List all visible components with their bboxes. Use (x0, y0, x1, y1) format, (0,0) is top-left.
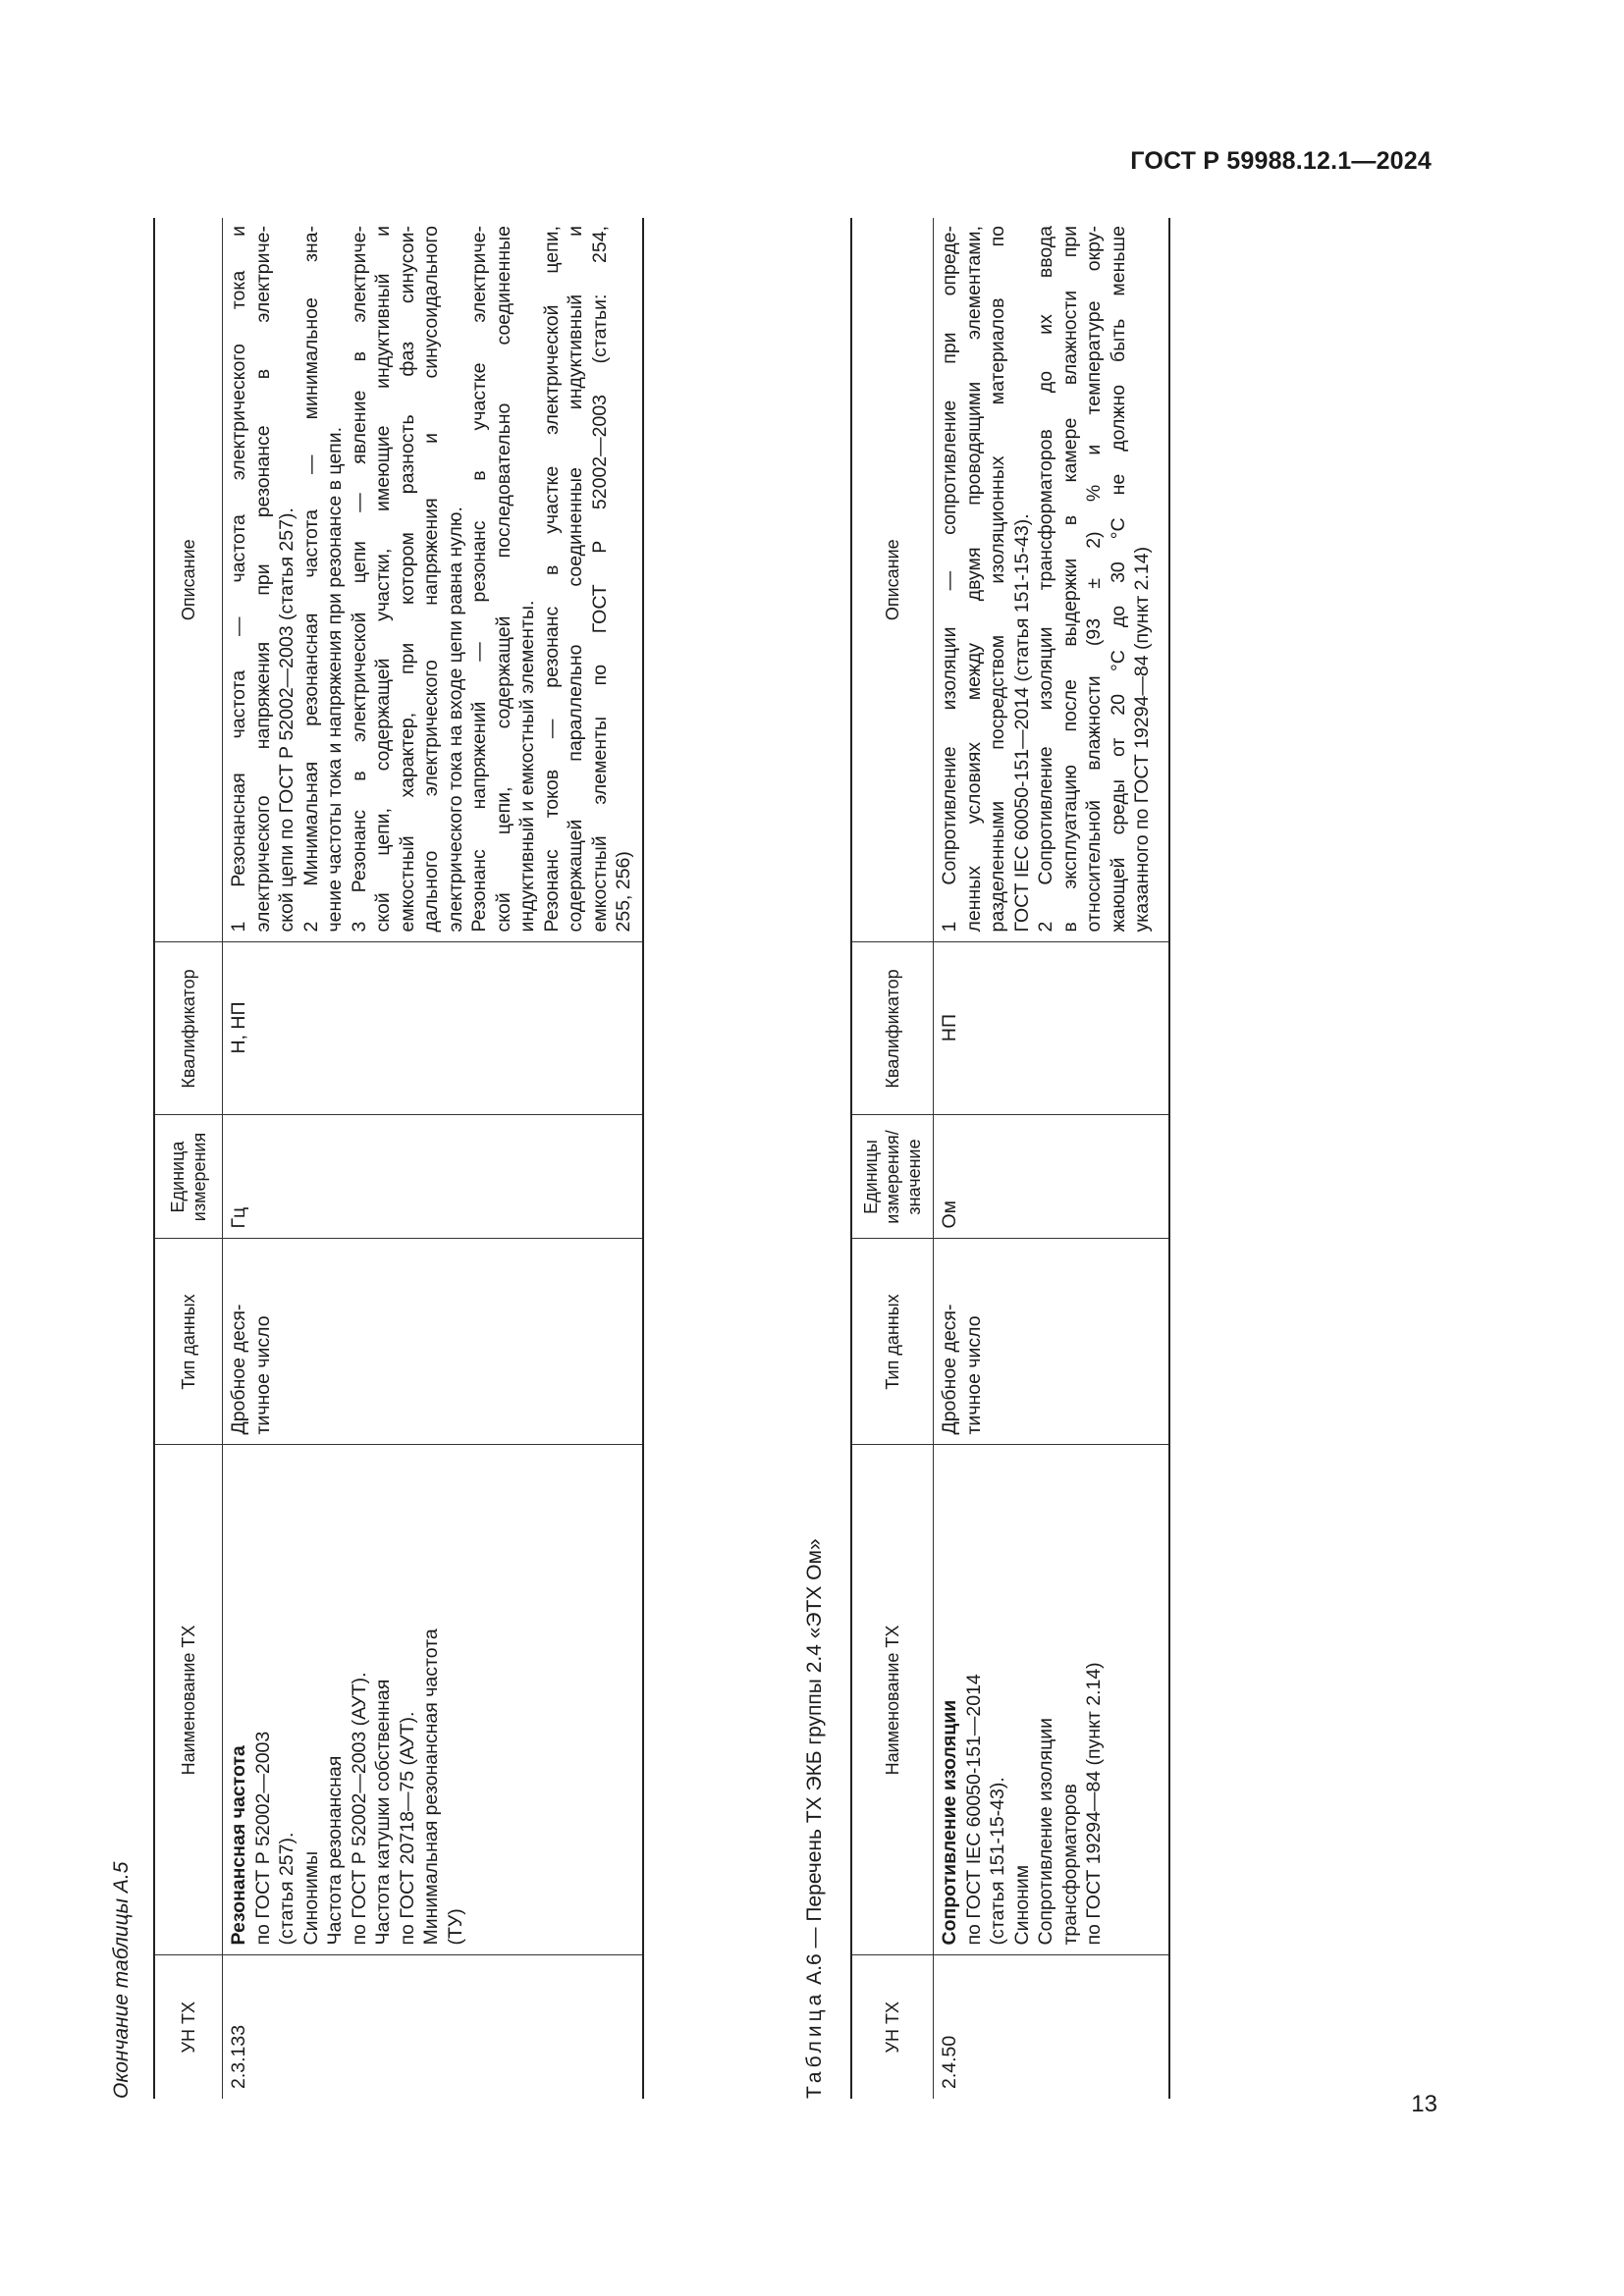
table-a6 (850, 218, 1170, 2099)
cell-code: 2.3.133 (228, 2024, 249, 2089)
desc-line: содержащей параллельно соединенные индуктивный и (565, 226, 586, 933)
document-code: ГОСТ Р 59988.12.1—2024 (1130, 147, 1432, 175)
col-header-unit-line: измерения (189, 1132, 209, 1222)
col-header-code: УН ТХ (851, 1955, 934, 2099)
type-line: тичное число (251, 1315, 274, 1435)
desc-line: ской цепи, содержащей последовательно соединенные (492, 226, 514, 933)
desc-line: дального электрического напряжения и синусоидального (420, 226, 442, 933)
name-line: Синоним (1010, 1864, 1033, 1946)
col-header-name: Наименование ТХ (154, 1445, 223, 1955)
name-line: по ГОСТ IEC 60050-151—2014 (962, 1674, 985, 1946)
table-header-row (154, 218, 223, 2099)
table-header-row (851, 218, 934, 2099)
cell-description (934, 218, 1169, 942)
desc-line: в эксплуатацию после выдержки в камере влажности при (1058, 226, 1081, 933)
col-header-type: Тип данных (851, 1239, 934, 1445)
type-line: Дробное деся- (228, 1304, 249, 1435)
desc-line: индуктивный и емкостный элементы. (516, 600, 538, 933)
name-line: по ГОСТ 20718—75 (АУТ). (396, 1711, 418, 1946)
name-line: Сопротивление изоляции (1035, 1717, 1056, 1946)
table-row (934, 218, 1169, 2099)
name-line: Частота резонансная (324, 1755, 346, 1946)
desc-line: емкостный элементы по ГОСТ Р 52002—2003 (статьи: 254, (588, 226, 611, 933)
desc-line: 1 Резонансная частота — частота электрического тока и (228, 226, 249, 933)
cell-name (934, 1445, 1169, 1955)
name-line: по ГОСТ Р 52002—2003 (251, 1731, 274, 1946)
desc-line: Резонанс токов — резонанс в участке электрической цепи, (540, 226, 563, 933)
desc-line: электрического тока на входе цепи равна нулю. (444, 507, 466, 933)
col-header-description: Описание (154, 218, 223, 942)
name-line: по ГОСТ Р 52002—2003 (АУТ). (348, 1672, 370, 1946)
desc-line: ГОСТ IEC 60050-151—2014 (статья 151-15-43). (1010, 513, 1033, 933)
col-header-unit-line: значение (904, 1139, 924, 1215)
col-header-code: УН ТХ (154, 1955, 223, 2099)
table-a5-caption: Окончание таблицы А.5 (110, 1861, 133, 2099)
name-line: Минимальная резонансная частота (420, 1629, 442, 1946)
col-header-unit (851, 1115, 934, 1239)
desc-line: ской цепи по ГОСТ Р 52002—2003 (статья 257). (276, 507, 298, 933)
cell-unit: Гц (223, 1115, 643, 1239)
rotated-content (110, 218, 1239, 2099)
col-header-qualifier: Квалификатор (851, 942, 934, 1115)
col-header-name: Наименование ТХ (851, 1445, 934, 1955)
cell-qualifier: Н, НП (223, 942, 643, 1115)
name-line: Сопротивление изоляции (939, 1699, 960, 1946)
desc-line: 255, 256) (613, 851, 634, 933)
cell-description (223, 218, 643, 942)
table-a6-caption-text: А.6 — Перечень ТХ ЭКБ группы 2.4 «ЭТХ Ом» (803, 1538, 826, 1985)
desc-line: чение частоты тока и напряжения при резонансе в цепи. (324, 426, 346, 933)
table-a6-caption-prefix: Таблица (803, 1990, 826, 2099)
cell-code: 2.4.50 (939, 2035, 960, 2089)
type-line: Дробное деся- (939, 1304, 960, 1435)
name-line: Частота катушки собственная (372, 1679, 394, 1946)
desc-line: указанного по ГОСТ 19294—84 (пункт 2.14) (1131, 546, 1153, 933)
desc-line: 2 Минимальная резонансная частота — минимальное зна- (299, 226, 322, 933)
cell-type (934, 1239, 1169, 1445)
cell-name (223, 1445, 643, 1955)
table-row (223, 218, 643, 2099)
desc-line: ской цепи, содержащей участки, имеющие индуктивный и (372, 226, 394, 933)
name-line: Резонансная частота (228, 1745, 249, 1946)
col-header-description: Описание (851, 218, 934, 942)
table-a5 (153, 218, 644, 2099)
cell-qualifier: НП (934, 942, 1169, 1115)
name-line: (ТУ) (444, 1908, 466, 1946)
col-header-type: Тип данных (154, 1239, 223, 1445)
desc-line: жающей среды от 20 °С до 30 °С не должно быть меньше (1107, 226, 1129, 933)
desc-line: Резонанс напряжений — резонанс в участке электриче- (468, 226, 490, 933)
name-line: (статья 151-15-43). (987, 1777, 1008, 1946)
name-line: (статья 257). (276, 1832, 298, 1946)
cell-unit: Ом (934, 1115, 1169, 1239)
desc-line: ленных условиях между двумя проводящими элементами, (962, 226, 985, 933)
table-a6-caption (803, 1538, 827, 2099)
page-number: 13 (1411, 2091, 1437, 2117)
desc-line: емкостный характер, при котором разность фаз синусои- (396, 226, 418, 933)
type-line: тичное число (962, 1315, 985, 1435)
name-line: трансформаторов (1058, 1784, 1081, 1946)
desc-line: 1 Сопротивление изоляции — сопротивление при опреде- (939, 226, 960, 933)
cell-type (223, 1239, 643, 1445)
col-header-unit-line: измерения/ (883, 1130, 902, 1224)
col-header-qualifier: Квалификатор (154, 942, 223, 1115)
col-header-unit-line: Единицы (861, 1140, 881, 1214)
col-header-unit (154, 1115, 223, 1239)
col-header-unit-line: Единица (168, 1141, 188, 1213)
name-line: по ГОСТ 19294—84 (пункт 2.14) (1083, 1662, 1105, 1946)
desc-line: электрического напряжения при резонансе в электриче- (251, 226, 274, 933)
name-line: Синонимы (299, 1850, 322, 1946)
desc-line: разделенными посредством изоляционных материалов по (987, 226, 1008, 933)
desc-line: 3 Резонанс в электрической цепи — явление в электриче- (348, 226, 370, 933)
desc-line: 2 Сопротивление изоляции трансформаторов до их ввода (1035, 226, 1056, 933)
desc-line: относительной влажности (93 ± 2) % и температуре окру- (1083, 226, 1105, 933)
